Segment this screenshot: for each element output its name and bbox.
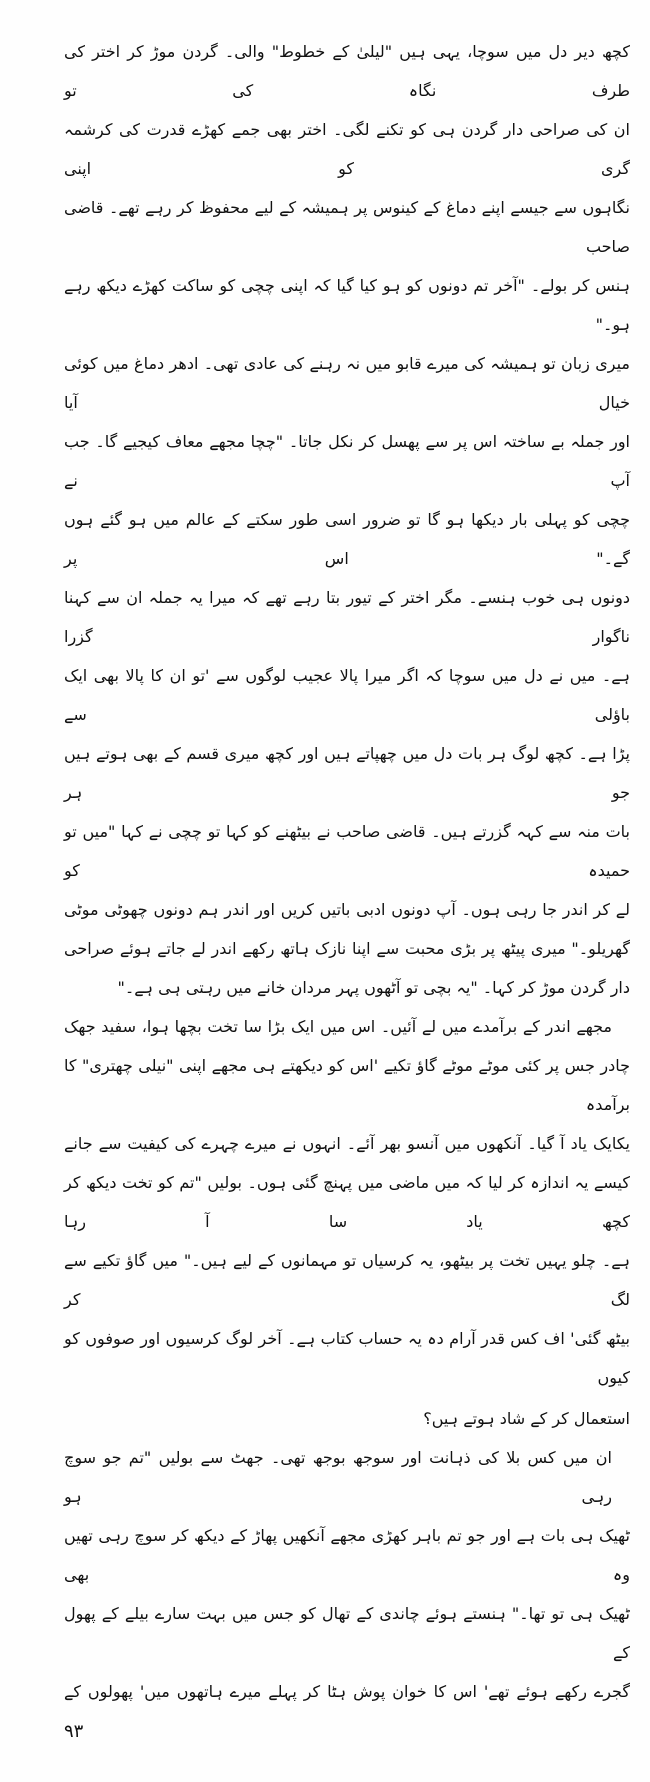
text-line: ان کی صراحی دار گردن ہی کو تکنے لگی۔ اختر بھی جمے کھڑے قدرت کی کرشمہ گری کو اپنی [64, 120, 630, 178]
text-line: کیسے یہ اندازہ کر لیا کہ میں ماضی میں پہنچ گئی ہوں۔ بولیں "تم کو تخت دیکھ کر کچھ یاد سا آ رہا [64, 1173, 630, 1231]
text-line: لے کر اندر جا رہی ہوں۔ آپ دونوں ادبی باتیں کریں اور اندر ہم دونوں چھوٹی موٹی [64, 900, 630, 919]
text-line: ہنس کر بولے۔ "آخر تم دونوں کو ہو کیا گیا کہ اپنی چچی کو ساکت کھڑے دیکھ رہے ہو۔" [64, 276, 630, 334]
text-line: بات منہ سے کہہ گزرتے ہیں۔ قاضی صاحب نے بیٹھنے کو کہا تو چچی نے کہا "میں تو حمیدہ کو [64, 822, 630, 880]
text-line: پڑا ہے۔ کچھ لوگ ہر بات دل میں چھپاتے ہیں اور کچھ میری قسم کے بھی ہوتے ہیں جو ہر [64, 744, 630, 802]
text-line: چادر جس پر کئی موٹے موٹے گاؤ تکیے 'اس کو دیکھتے ہی مجھے اپنی "نیلی چھتری" کا برآمدہ [64, 1056, 630, 1114]
text-line: استعمال کر کے شاد ہوتے ہیں؟ [423, 1409, 630, 1428]
text-line: چچی کو پہلی بار دیکھا ہو گا تو ضرور اسی طور سکتے کے عالم میں ہو گئے ہوں گے۔" اس پر [64, 510, 630, 568]
text-line: بیٹھ گئی' اف کس قدر آرام دہ یہ حساب کتاب ہے۔ آخر لوگ کرسیوں اور صوفوں کو کیوں [64, 1329, 630, 1387]
text-line: گھریلو۔" میری پیٹھ پر بڑی محبت سے اپنا نازک ہاتھ رکھے اندر لے جاتے ہوئے صراحی [64, 939, 630, 958]
text-line: یکایک یاد آ گیا۔ آنکھوں میں آنسو بھر آئے۔ انہوں نے میرے چہرے کی کیفیت سے جانے [64, 1134, 630, 1153]
page-number: ٩٣ [64, 1721, 84, 1742]
text-line: کچھ دیر دل میں سوچا، یہی ہیں "لیلیٰ کے خطوط" والی۔ گردن موڑ کر اختر کی طرف نگاہ کی تو [64, 42, 630, 100]
text-line: ٹھیک ہی تو تھا۔" ہنستے ہوئے چاندی کے تھال کو جس میں بہت سارے بیلے کے پھول کے [64, 1604, 630, 1662]
text-line: گجرے رکھے ہوئے تھے' اس کا خوان پوش ہٹا کر پہلے میرے ہاتھوں میں' پھولوں کے [64, 1682, 630, 1701]
text-line: ٹھیک ہی بات ہے اور جو تم باہر کھڑی مجھے آنکھیں پھاڑ کے دیکھ کر سوچ رہی تھیں وہ بھی [64, 1526, 630, 1584]
text-line: دونوں ہی خوب ہنسے۔ مگر اختر کے تیور بتا رہے تھے کہ میرا یہ جملہ ان سے کہنا ناگوار گزرا [64, 588, 630, 646]
text-line: میری زبان تو ہمیشہ کی میرے قابو میں نہ رہنے کی عادی تھی۔ ادھر دماغ میں کوئی خیال آیا [64, 354, 630, 412]
text-line: ان میں کس بلا کی ذہانت اور سوجھ بوجھ تھی۔ جھٹ سے بولیں "تم جو سوچ رہی ہو [64, 1448, 612, 1506]
text-line: نگاہوں سے جیسے اپنے دماغ کے کینوس پر ہمیشہ کے لیے محفوظ کر رہے تھے۔ قاضی صاحب [64, 198, 630, 256]
text-line: دار گردن موڑ کر کہا۔ "یہ بچی تو آٹھوں پہر مردان خانے میں رہتی ہی ہے۔" [117, 978, 630, 997]
text-line: ہے۔ میں نے دل میں سوچا کہ اگر میرا پالا عجیب لوگوں سے 'تو ان کا پالا بھی ایک باؤلی سے [64, 666, 630, 724]
text-line: اور جملہ بے ساختہ اس پر سے پھسل کر نکل جاتا۔ "چچا مجھے معاف کیجیے گا۔ جب آپ نے [64, 432, 630, 490]
text-line: ہے۔ چلو یہیں تخت پر بیٹھو، یہ کرسیاں تو مہمانوں کے لیے ہیں۔" میں گاؤ تکیے سے لگ کر [64, 1251, 630, 1309]
text-line: مجھے اندر کے برآمدے میں لے آئیں۔ اس میں ایک بڑا سا تخت بچھا ہوا، سفید جھک [64, 1017, 612, 1036]
